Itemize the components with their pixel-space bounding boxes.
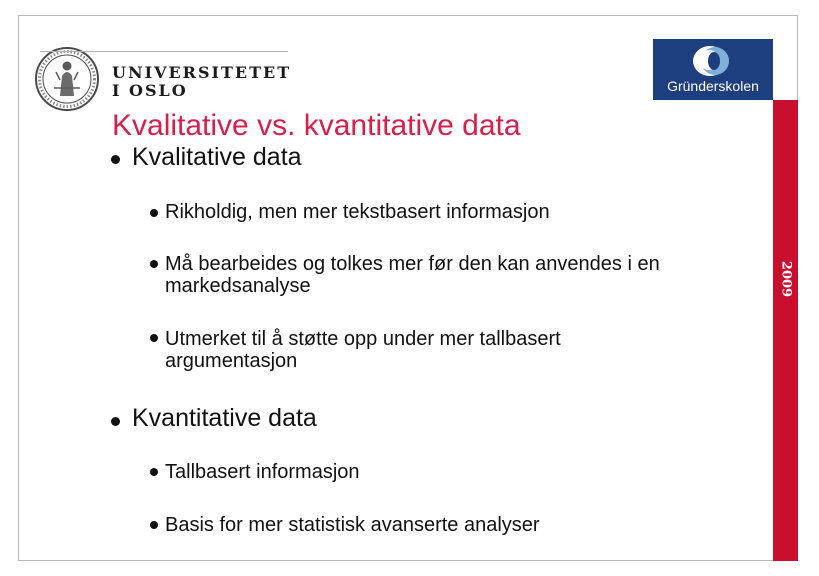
list-item: Basis for mer statistisk avanserte analyser <box>165 514 540 536</box>
university-seal-icon <box>34 46 100 112</box>
slide-title: Kvalitative vs. kvantitative data <box>112 109 521 142</box>
university-name <box>112 64 291 100</box>
university-divider <box>40 51 288 52</box>
university-name-line2: I OSLO <box>112 81 188 100</box>
grunderskolen-mark-icon <box>687 43 737 79</box>
section-heading-qualitative: Kvalitative data <box>132 143 302 171</box>
bullet-dot-icon <box>150 334 158 342</box>
grunderskolen-logo-text: Gründerskolen <box>667 78 759 94</box>
grunderskolen-logo <box>653 39 773 100</box>
bullet-dot-icon <box>150 521 158 529</box>
year-bar <box>773 100 798 561</box>
bullet-dot-icon <box>111 155 120 164</box>
bullet-dot-icon <box>150 468 158 476</box>
list-item: Må bearbeides og tolkes mer før den kan anvendes i en markedsanalyse <box>165 253 660 297</box>
year-label: 2009 <box>778 260 794 298</box>
bullet-dot-icon <box>111 417 120 426</box>
section-heading-quantitative: Kvantitative data <box>132 404 317 432</box>
bullet-dot-icon <box>150 260 158 268</box>
list-item: Tallbasert informasjon <box>165 461 360 483</box>
list-item: Utmerket til å støtte opp under mer tallbasert argumentasjon <box>165 328 561 372</box>
list-item: Rikholdig, men mer tekstbasert informasjon <box>165 201 550 223</box>
university-name-line1: UNIVERSITETET <box>112 63 292 82</box>
bullet-dot-icon <box>150 209 158 217</box>
